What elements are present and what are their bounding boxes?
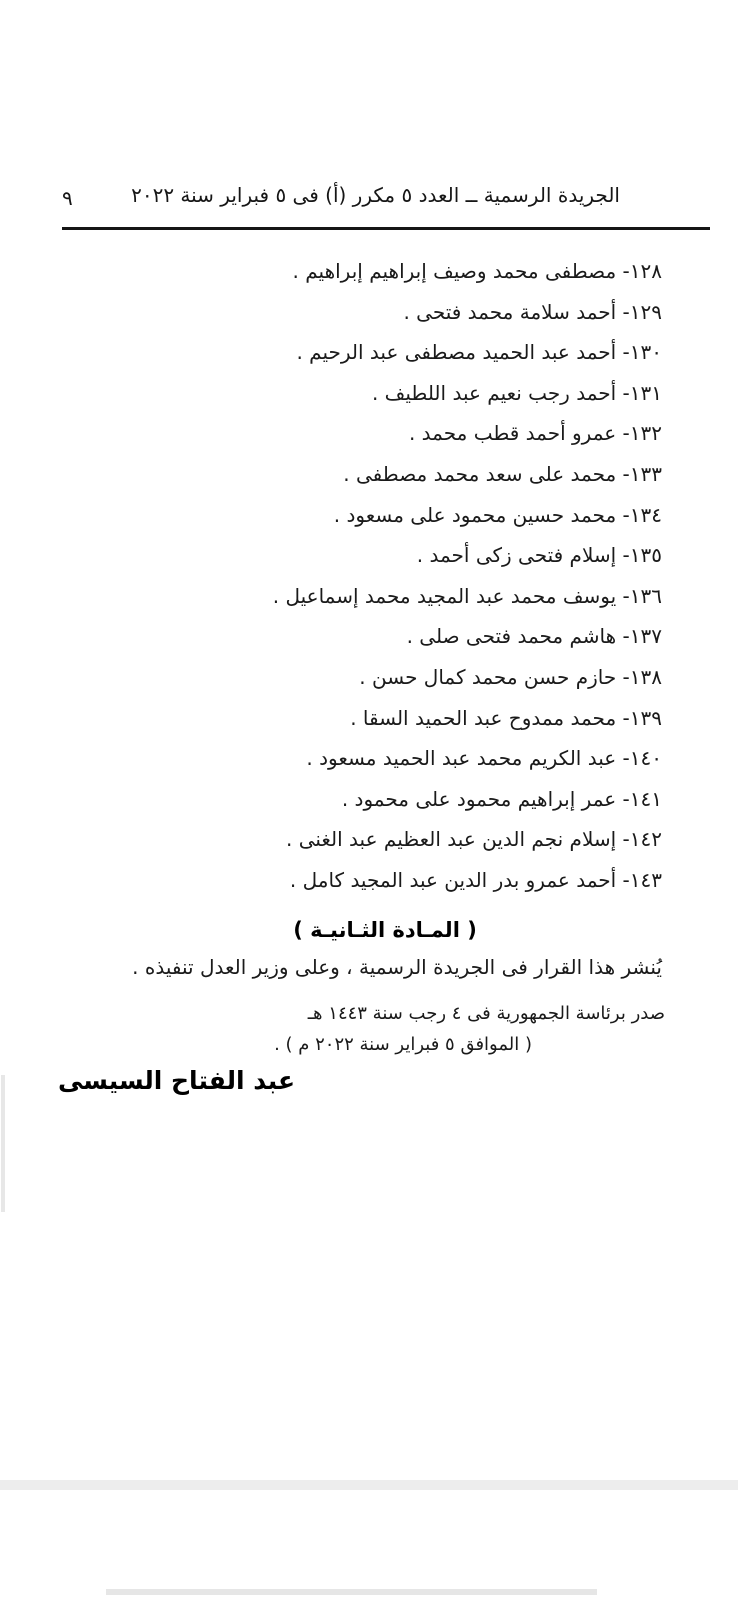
- publication-clause: يُنشر هذا القرار فى الجريدة الرسمية ، وعلى وزير العدل تنفيذه .: [132, 955, 662, 979]
- list-item: ١٤٠- عبد الكريم محمد عبد الحميد مسعود .: [306, 746, 662, 771]
- president-signature: عبد الفتاح السيسى: [58, 1066, 296, 1095]
- issuance-hijri-date: صدر برئاسة الجمهورية فى ٤ رجب سنة ١٤٤٣ هـ: [307, 1003, 665, 1024]
- list-item: ١٢٨- مصطفى محمد وصيف إبراهيم إبراهيم .: [292, 259, 662, 283]
- list-item: ١٤١- عمر إبراهيم محمود على محمود .: [341, 786, 662, 811]
- page-number: ٩: [62, 186, 73, 210]
- scan-artifact-bottom-bar: [106, 1589, 597, 1595]
- list-item: ١٤٢- إسلام نجم الدين عبد العظيم عبد الغنى .: [285, 827, 662, 852]
- list-item: ١٣٩- محمد ممدوح عبد الحميد السقا .: [350, 705, 662, 730]
- article-two-heading: ( المـادة الثـانيـة ): [293, 918, 477, 942]
- issuance-gregorian-date: ( الموافق ٥ فبراير سنة ٢٠٢٢ م ) .: [274, 1034, 532, 1055]
- scan-artifact-left-line: [1, 1075, 5, 1212]
- gazette-header-title: الجريدة الرسمية ــ العدد ٥ مكرر (أ) فى ٥ فبراير سنة ٢٠٢٢: [131, 183, 620, 207]
- list-item: ١٣٣- محمد على سعد محمد مصطفى .: [343, 461, 662, 486]
- header-divider: [62, 227, 710, 230]
- list-item: ١٤٣- أحمد عمرو بدر الدين عبد المجيد كامل .: [289, 867, 662, 892]
- list-item: ١٣٥- إسلام فتحى زكى أحمد .: [416, 543, 662, 568]
- list-item: ١٣٠- أحمد عبد الحميد مصطفى عبد الرحيم .: [296, 340, 662, 365]
- names-list: [273, 251, 662, 901]
- list-item: ١٣١- أحمد رجب نعيم عبد اللطيف .: [371, 380, 662, 405]
- list-item: ١٣٦- يوسف محمد عبد المجيد محمد إسماعيل .: [272, 583, 662, 608]
- list-item: ١٣٧- هاشم محمد فتحى صلى .: [406, 624, 662, 649]
- list-item: ١٣٢- عمرو أحمد قطب محمد .: [408, 421, 662, 446]
- scan-artifact-band: [0, 1480, 738, 1490]
- list-item: ١٢٩- أحمد سلامة محمد فتحى .: [403, 299, 662, 324]
- list-item: ١٣٨- حازم حسن محمد كمال حسن .: [359, 664, 662, 689]
- list-item: ١٣٤- محمد حسين محمود على مسعود .: [333, 502, 662, 527]
